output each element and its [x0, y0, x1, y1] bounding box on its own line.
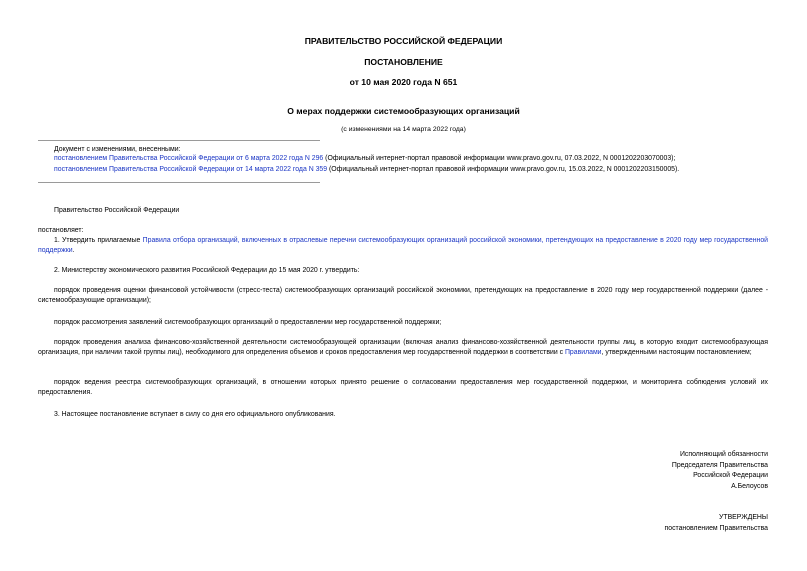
changes-intro: Документ с изменениями, внесенными: [54, 146, 181, 153]
paragraph-2c-text: порядок проведения анализа финансово-хозяйственной деятельности системообразующей организации (включая анализ финансово-хозяйственной деятельности группы лиц, в которую входит системообразующая организация, при наличии такой группы лиц), необходимого для определения объемов и сроков предоставления мер государственной поддержки в соответствии с [38, 339, 768, 356]
approved-by-text: постановлением Правительства [664, 524, 768, 532]
approved-block [560, 513, 768, 534]
signature-line-3: Российской Федерации [693, 472, 768, 479]
signature-block [560, 450, 768, 492]
amendment-link-359[interactable]: постановлением Правительства Российской Федерации от 14 марта 2022 года N 359 [54, 166, 328, 173]
top-divider [38, 140, 320, 141]
paragraph-1-suffix: . [72, 246, 75, 254]
rules-link[interactable]: Правилами [564, 348, 602, 356]
change-item [54, 154, 675, 164]
amendment-link-296[interactable]: постановлением Правительства Российской Федерации от 6 марта 2022 года N 296 [54, 155, 324, 162]
approved-label: УТВЕРЖДЕНЫ [719, 514, 768, 521]
date-number-heading: от 10 мая 2020 года N 651 [349, 77, 458, 87]
signature-line-1: Исполняющий обязанности [679, 451, 768, 458]
paragraph-1-prefix: 1. Утвердить прилагаемые [54, 237, 143, 244]
paragraph-2-item-b: порядок рассмотрения заявлений системообразующих организаций о предоставлении мер государственной поддержки; [54, 319, 442, 326]
paragraph-2-item-a: порядок проведения оценки финансовой устойчивости (стресс-теста) системообразующих организаций российской экономики, претендующих на предоставление в 2020 году мер государственной поддержки (далее - системообразующие организации); [38, 287, 768, 304]
paragraph-2-item-d: порядок ведения реестра системообразующих организаций, в отношении которых принято решение о согласовании предоставления мер государственной поддержки, и мониторинга соблюдения условий их предоставления. [38, 379, 768, 396]
decrees-text: постановляет: [38, 227, 84, 234]
change-item-details: (Официальный интернет-портал правовой информации www.pravo.gov.ru, 15.03.2022, N 0001202203150005). [327, 166, 680, 173]
paragraph-2-item-c [38, 338, 768, 357]
change-item-details: (Официальный интернет-портал правовой информации www.pravo.gov.ru, 07.03.2022, N 0001202203070003); [323, 155, 676, 162]
change-item [54, 165, 679, 175]
government-heading: ПРАВИТЕЛЬСТВО РОССИЙСКОЙ ФЕДЕРАЦИИ [304, 36, 503, 46]
paragraph-1 [38, 236, 768, 255]
bottom-divider [38, 182, 320, 183]
paragraph-2c-suffix: , утвержденными настоящим постановлением; [601, 348, 752, 356]
document-type-heading: ПОСТАНОВЛЕНИЕ [364, 57, 443, 67]
rules-selection-link[interactable]: Правила отбора организаций, включенных в отраслевые перечни системообразующих организаций российской экономики, претендующих на предоставление в 2020 году мер государственной поддержки [38, 237, 769, 254]
document-title: О мерах поддержки системообразующих организаций [287, 106, 520, 116]
paragraph-3: 3. Настоящее постановление вступает в силу со дня его официального опубликования. [54, 411, 336, 418]
paragraph-2: 2. Министерству экономического развития Российской Федерации до 15 мая 2020 г. утвердить: [54, 267, 360, 274]
issuer-text: Правительство Российской Федерации [54, 207, 180, 214]
signature-name: А.Белоусов [731, 482, 768, 490]
amendments-note: (с изменениями на 14 марта 2022 года) [341, 126, 466, 133]
signature-line-2: Председателя Правительства [671, 461, 768, 469]
